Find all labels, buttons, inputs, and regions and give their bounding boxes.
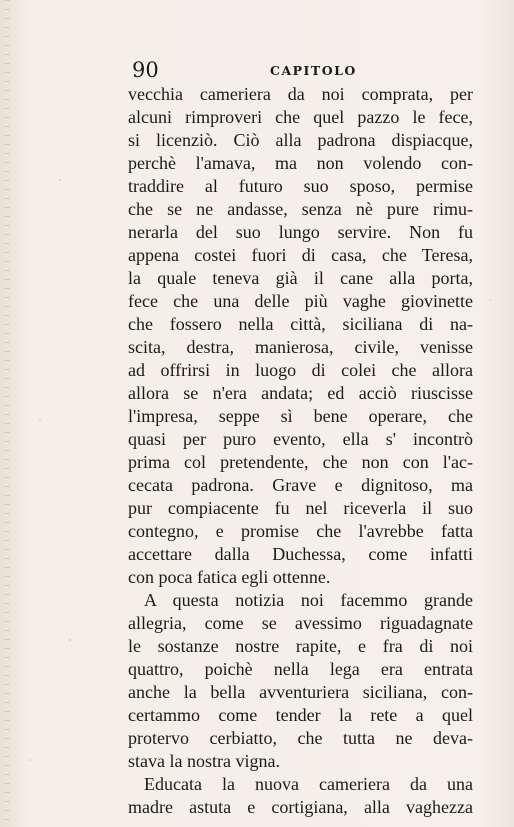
text-line: scita, destra, manierosa, civile, venisse xyxy=(128,337,473,357)
text-line: quasi per puro evento, ella s' incontrò xyxy=(128,429,473,449)
running-title: CAPITOLO xyxy=(270,63,357,78)
text-line: contegno, e promise che l'avrebbe fatta xyxy=(128,521,473,541)
text-line: appena costei fuori di casa, che Teresa, xyxy=(128,245,473,265)
text-line: l'impresa, seppe sì bene operare, che xyxy=(128,406,473,426)
text-line: certammo come tender la rete a quel xyxy=(128,705,473,725)
text-line: prima col pretendente, che non con l'ac- xyxy=(128,452,473,472)
text-line: con poca fatica egli ottenne. xyxy=(128,567,331,587)
text-line: allora se n'era andata; ed acciò riuscisse xyxy=(128,383,473,403)
page-header xyxy=(132,57,472,83)
text-line: traddire al futuro suo sposo, permise xyxy=(128,176,473,196)
text-line: le sostanze nostre rapite, e fra di noi xyxy=(128,636,473,656)
text-line: vecchia cameriera da noi comprata, per xyxy=(128,84,473,104)
text-line: quattro, poichè nella lega era entrata xyxy=(128,659,473,679)
text-line: anche la bella avventuriera siciliana, con- xyxy=(128,682,473,702)
text-line: la quale teneva già il cane alla porta, xyxy=(128,268,473,288)
text-line: Educata la nuova cameriera da una xyxy=(144,774,473,794)
text-line: protervo cerbiatto, che tutta ne deva- xyxy=(128,728,473,748)
body-text xyxy=(128,83,473,819)
text-line: cecata padrona. Grave e dignitoso, ma xyxy=(128,475,473,495)
text-line: A questa notizia noi facemmo grande xyxy=(144,590,473,610)
text-line: si licenziò. Ciò alla padrona dispiacque, xyxy=(128,130,473,150)
text-line: perchè l'amava, ma non volendo con- xyxy=(128,153,473,173)
text-line: pur compiacente fu nel riceverla il suo xyxy=(128,498,473,518)
text-line: che fossero nella città, siciliana di na- xyxy=(128,314,473,334)
text-line: madre astuta e cortigiana, alla vaghezza xyxy=(128,797,473,817)
text-line: alcuni rimproveri che quel pazzo le fece, xyxy=(128,107,473,127)
text-line: allegria, come se avessimo riguadagnate xyxy=(128,613,473,633)
text-line: fece che una delle più vaghe giovinette xyxy=(128,291,473,311)
page-number: 90 xyxy=(132,58,159,82)
text-line: accettare dalla Duchessa, come infatti xyxy=(128,544,473,564)
text-line: che se ne andasse, senza nè pure rimu- xyxy=(128,199,473,219)
text-line: ad offrirsi in luogo di colei che allora xyxy=(128,360,473,380)
page-edge-shadow xyxy=(4,0,10,827)
text-line: nerarla del suo lungo servire. Non fu xyxy=(128,222,473,242)
text-line: stava la nostra vigna. xyxy=(128,751,280,771)
